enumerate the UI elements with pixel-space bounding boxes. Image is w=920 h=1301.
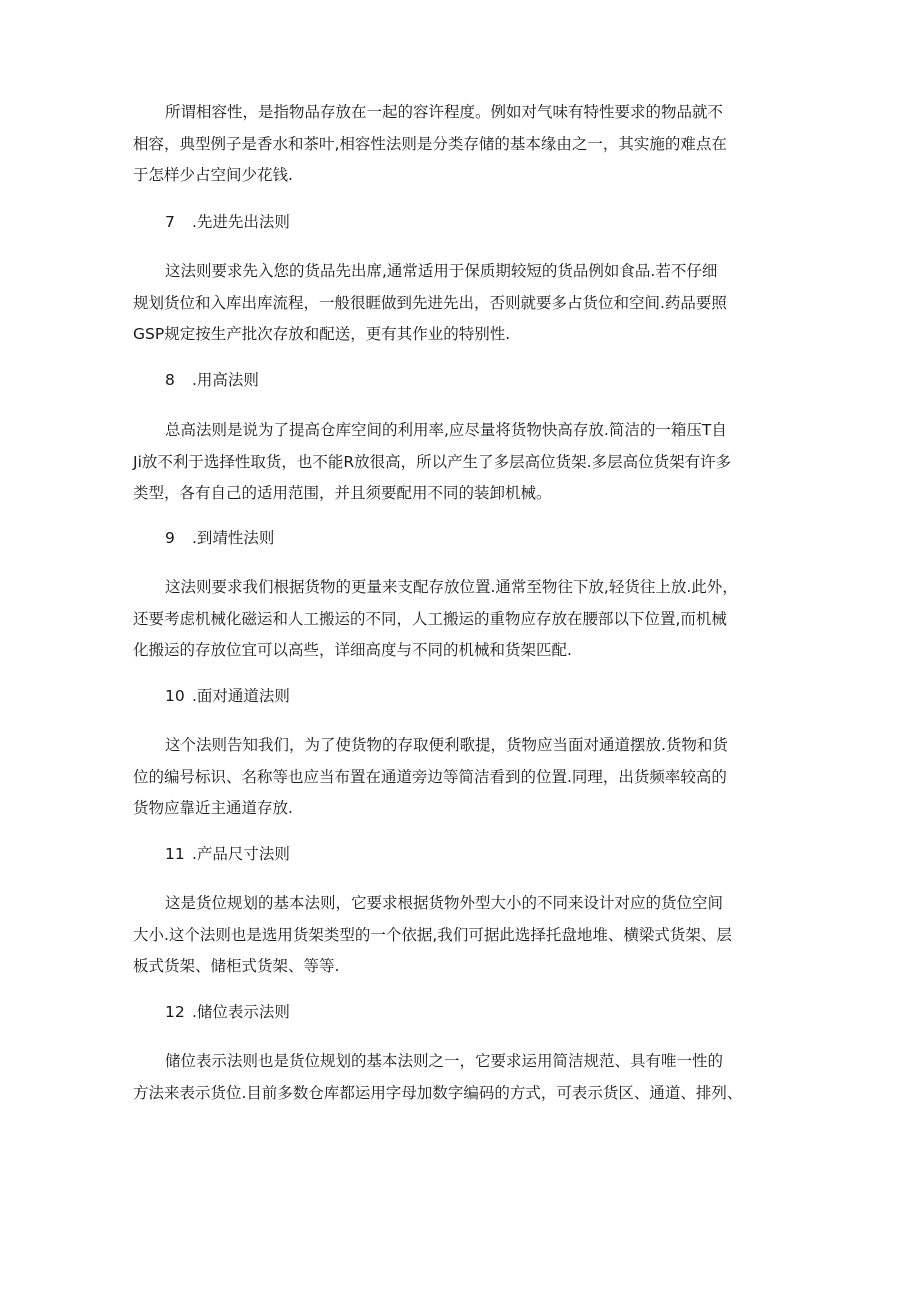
paragraph-line: 规划货位和入库出库流程，一般很睚做到先进先出，否则就要多占货位和空间.药品要照 [133,293,727,312]
paragraph-weight [133,572,793,667]
paragraph-line: 还要考虑机械化磁运和人工搬运的不同，人工搬运的重物应存放在腰部以下位置,而机械 [133,609,727,628]
paragraph-line: 这法则要求先入您的货品先出席,通常适用于保质期较短的货品例如食品.若不仔细 [165,262,718,280]
paragraph-line: 所谓相容性，是指物品存放在一起的容许程度。例如对气味有特性要求的物品就不 [165,103,724,121]
paragraph-line: 这法则要求我们根据货物的更量来支配存放位置.通常至物往下放,轻货往上放.此外， [165,578,738,596]
section-number: 10 [165,687,185,705]
paragraph-line: 相容，典型例子是香水和茶叶,相容性法则是分类存储的基本缘由之一，其实施的难点在 [133,134,727,153]
section-number: 12 [165,1003,185,1021]
paragraph-line: 储位表示法则也是货位规划的基本法则之一，它要求运用简洁规范、具有唯一性的 [165,1052,724,1070]
paragraph-line: 类型，各有自己的适用范围，并且须要配用不同的装卸机械。 [133,484,552,502]
section-title: .先进先出法则 [191,213,290,231]
paragraph-height-usage [133,415,793,510]
paragraph-line: 大小.这个法则也是选用货架类型的一个依据,我们可据此选择托盘地堆、横梁式货架、层 [133,925,732,944]
paragraph-product-size [133,888,793,983]
section-heading-8 [133,365,793,397]
paragraph-line: GSP规定按生产批次存放和配送，更有其作业的特别性. [133,325,511,343]
paragraph-aisle-facing [133,730,793,825]
paragraph-location-labeling [133,1046,793,1109]
section-number: 7 [165,213,175,231]
paragraph-fifo [133,256,793,351]
section-number: 9 [165,529,175,547]
section-number: 8 [165,371,175,389]
section-heading-11 [133,839,793,871]
paragraph-line: 这个法则告知我们，为了使货物的存取便利歌提，货物应当面对通道摆放.货物和货 [165,736,728,754]
paragraph-line: 方法来表示货位.目前多数仓库都运用字母加数字编码的方式，可表示货区、通道、排列、 [133,1083,743,1102]
paragraph-line: 货物应靠近主通道存放. [133,799,293,817]
paragraph-line: 于怎样少占空间少花钱. [133,166,293,184]
paragraph-line: Ji放不利于选择性取货，也不能R放很高，所以产生了多层高位货架.多层高位货架有许多 [133,452,732,471]
paragraph-compatibility [133,97,793,192]
section-number: 11 [165,845,185,863]
paragraph-line: 板式货架、储柜式货架、等等. [133,957,340,975]
section-heading-9 [133,523,793,555]
paragraph-line: 这是货位规划的基本法则，它要求根据货物外型大小的不同来设计对应的货位空间 [165,894,724,912]
section-title: .储位表示法则 [191,1003,290,1021]
section-title: .用高法则 [191,371,259,389]
section-title: .到靖性法则 [191,529,275,547]
paragraph-line: 位的编号标识、名称等也应当布置在通道旁边等简洁看到的位置.同理，出货频率较高的 [133,767,727,786]
section-heading-7 [133,207,793,239]
section-title: .面对通道法则 [191,687,290,705]
paragraph-line: 化搬运的存放位宜可以高些，详细高度与不同的机械和货架匹配. [133,641,572,659]
section-title: .产品尺寸法则 [191,845,290,863]
section-heading-12 [133,997,793,1029]
section-heading-10 [133,681,793,713]
paragraph-line: 总高法则是说为了提高仓库空间的利用率,应尽量将货物快高存放.简洁的一箱压T自 [165,421,727,439]
